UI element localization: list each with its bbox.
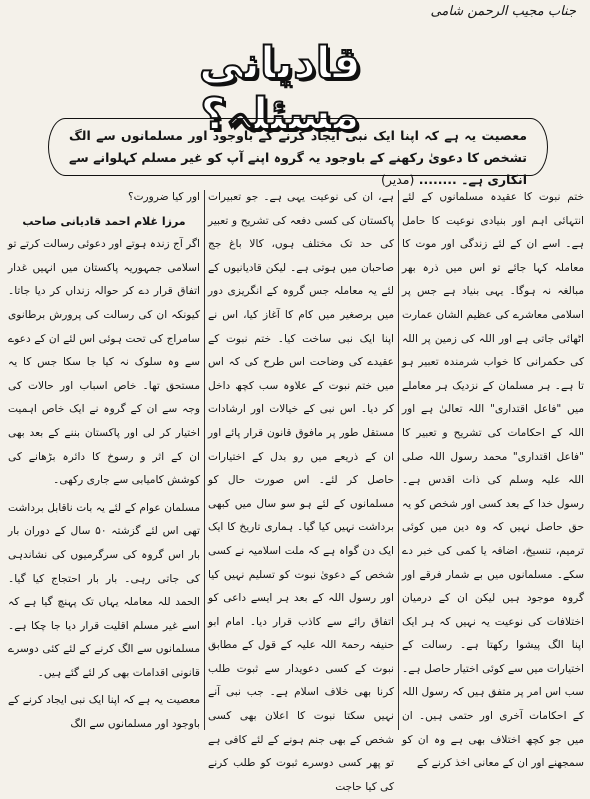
section-subhead: مرزا غلام احمد قادیانی صاحب — [22, 214, 186, 228]
column-middle — [208, 186, 394, 793]
column-left — [8, 186, 200, 736]
summary-editor-note: (مدیر) — [380, 172, 415, 187]
body-text: اگر آج زندہ ہوتے اور دعوئی رسالت کرتے تو اسلامی جمہوریہ پاکستان میں انہیں غدار اتفاق قرار دے کر حوالہ زنداں کر دیا جاتا۔ کیونکہ ان کی رسالت کی پرورش برطانوی سامراج کی تحت ہوئی اس لئے ان کے دعوے سے وہ سلوک نہ کیا جا سکا جس کا یہ مستحق تھا۔ خاص اسباب اور حالات کی وجہ سے ان کے گروہ نے ایک خاص اہمیت اختیار کر لی اور پاکستان بننے کے بعد بھی ان کے اثر و رسوخ کا دائرہ بڑھانے کی کوشش کامیابی سے جاری رکھی۔ — [7, 238, 200, 487]
article-title: قادیانی مسئلہ؟ — [199, 38, 361, 140]
body-text: مسلمان عوام کے لئے یہ بات ناقابل برداشت تھی اس لئے گزشتہ ۵۰ سال کے دوران بار بار اس گروہ کی سرگرمیوں کی نشاندہی کی جاتی رہی۔ بار بار احتجاج کیا گیا۔ الحمد للہ معاملہ یہاں تک پہنچ گیا ہے کہ اسے غیر مسلم اقلیت قرار دیا جا چکا ہے۔ مسلمانوں سے الگ کرنے کے لئے کئی دوسرے قانونی اقدامات بھی کر لئے گئے ہیں۔ — [8, 501, 200, 679]
body-text: معصیت یہ ہے کہ اپنا ایک نبی ایجاد کرنے کے باوجود اور مسلمانوں سے الگ — [8, 694, 200, 731]
author-byline: جناب مجیب الرحمن شامی — [430, 4, 576, 19]
summary-text: معصیت یہ ہے کہ اپنا ایک نبی ایجاد کرنے کے باوجود اور مسلمانوں سے الگ تشخص کا دعویٰ رکھنے کے باوجود یہ گروہ اپنے آپ کو غیر مسلم کہلوانے سے انکاری ہے۔ — [69, 128, 527, 187]
column-right — [402, 186, 584, 770]
body-text: ہے، ان کی نوعیت یہی ہے۔ جو تعبیرات پاکستان کی کسی دفعہ کی تشریح و تعبیر کی حد تک مختلف ہوں، کالا باغ جج صاحبان میں ہوتی ہے۔ لیکن قادیانیوں کے لئے یہ معاملہ جس گروہ کے انگریزی دور میں برصغیر میں کام کا آغاز کیا، اس نے اپنا ایک نبی ساخت کیا۔ ختم نبوت کے عقیدے کی وضاحت اس طرح کی کہ اس میں ختم نبوت کے علاوہ سب کچھ داخل کر دیا۔ اس نبی کے خیالات اور ارشادات مستقل طور پر مافوق قانون قرار پائے اور ان کے ذریعے میں رو بدل کے اختیارات حاصل کر لئے۔ اس صورت حال کو مسلمانوں کے لئے ہو سو سال میں کبھی برداشت نہیں کیا گیا۔ ہماری تاریخ کا ایک ایک دن گواہ ہے کہ ملت اسلامیہ نے کسی شخص کے دعویٰ نبوت کو تسلیم نہیں کیا اور رسول اللہ کے بعد ہر ایسے داعی کو اتفاق رائے سے کاذب قرار دیا۔ امام ابو حنیفہ رحمۃ اللہ علیہ کے قول کے مطابق نبوت کے کسی دعویدار سے ثبوت طلب کرنا بھی خلاف اسلام ہے۔ جب نبی آنے نہیں سکتا نبوت کا اعلان بھی کسی شخص کے بھی جنم ہونے کے لئے کافی ہے تو پھر کسی دوسرے ثبوت کو طلب کرنے کی کیا حاجت — [208, 191, 394, 793]
summary-box: معصیت یہ ہے کہ اپنا ایک نبی ایجاد کرنے کے باوجود اور مسلمانوں سے الگ تشخص کا دعویٰ رکھنے کے باوجود یہ گروہ اپنے آپ کو غیر مسلم کہلوانے سے انکاری ہے۔ ........ (مدیر) — [48, 118, 548, 176]
column-divider — [398, 190, 399, 730]
body-text: ختم نبوت کا عقیدہ مسلمانوں کے لئے انتہائی اہم اور بنیادی نوعیت کا حامل ہے۔ اسے ان کے لئے زندگی اور موت کا معاملہ کہا جائے تو اس میں ذرہ بھر مبالغہ نہ ہوگا۔ یہی بنیاد ہے جس پر اسلامی معاشرے کی عظیم الشان عمارت اٹھائی جاتی ہے اور اللہ کی زمین پر اللہ کی حکمرانی کا خواب شرمندہ تعبیر ہو تا ہے۔ ہر مسلمان کے نزدیک ہر معاملے میں "فاعل اقتداری" اللہ تعالیٰ ہے اور اللہ کے احکامات کی تشریح و تعبیر کا "فاعل اقتداری" محمد رسول اللہ صلی اللہ علیہ وسلم کی ذات اقدس ہے۔ رسول خدا کے بعد کسی اور شخص کو یہ حق حاصل نہیں کہ وہ دین میں کوئی ترمیم، تنسیخ، اضافہ یا کمی کی خبر دے سکے۔ مسلمانوں میں بے شمار فرقے اور گروہ موجود ہیں لیکن ان کے درمیان اختلافات کی نوعیت یہ نہیں کہ ہر ایک اپنا الگ پیشوا رکھتا ہے۔ رسالت کے اختیارات میں سے کوئی اختیار حاصل ہے۔ سب اس امر پر متفق ہیں کہ رسول اللہ کے احکامات آخری اور حتمی ہیں۔ ان میں جو کچھ اختلاف بھی ہے وہ ان کو سمجھنے اور ان کے معانی اخذ کرنے کے — [402, 191, 584, 770]
body-text: اور کیا ضرورت؟ — [127, 191, 200, 203]
column-divider — [204, 190, 205, 730]
